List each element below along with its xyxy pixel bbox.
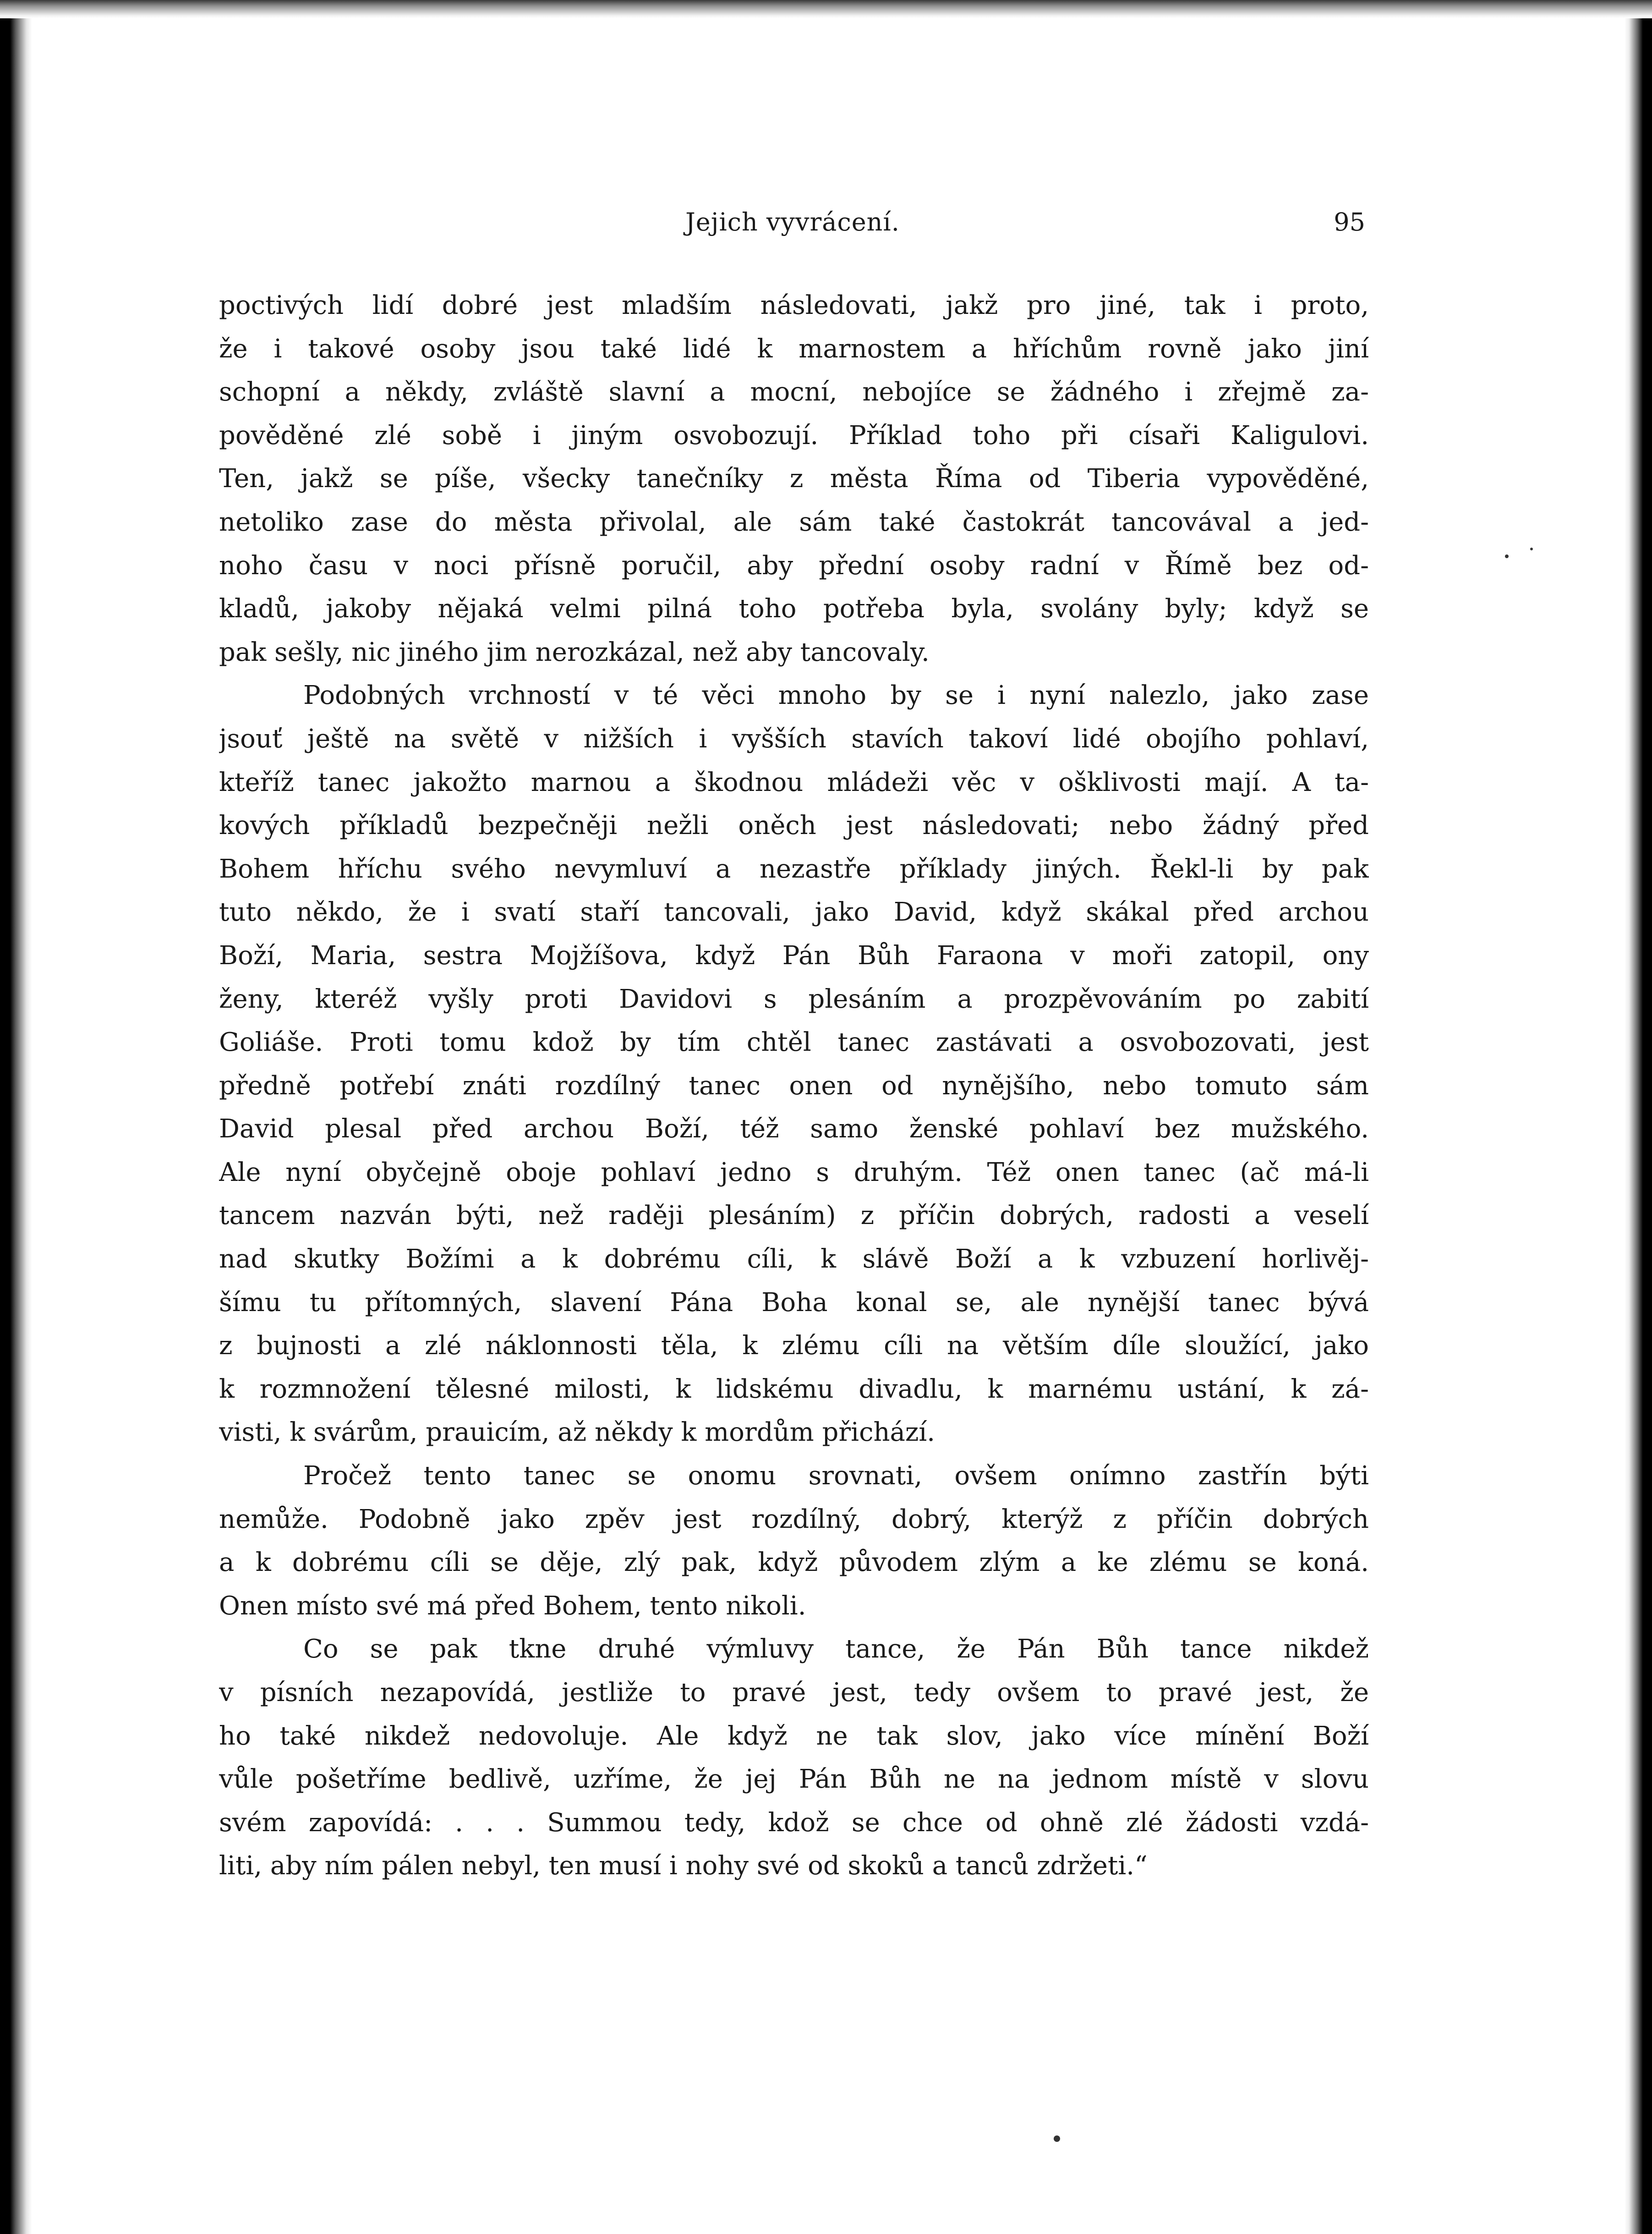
text-line: v písních nezapovídá, jestliže to pravé jest, tedy ovšem to pravé jest, že [219,1678,1369,1707]
text-line: kových příkladů bezpečněji nežli oněch jest následovati; nebo žádný před [219,811,1369,841]
text-line: ženy, kteréž vyšly proti Davidovi s plesáním a prozpěvováním po zabití [219,984,1369,1014]
text-line: tancem nazván býti, než raději plesáním) z příčin dobrých, radosti a veselí [219,1201,1369,1231]
text-line: a k dobrému cíli se děje, zlý pak, když původem zlým a ke zlému se koná. [219,1548,1369,1578]
text-line: Pročež tento tanec se onomu srovnati, ovšem onímno zastřín býti [303,1461,1369,1491]
text-line: David plesal před archou Boží, též samo ženské pohlaví bez mužského. [219,1114,1369,1144]
text-line: liti, aby ním pálen nebyl, ten musí i nohy své od skoků a tanců zdržeti.“ [219,1851,1148,1881]
text-line: visti, k svárům, prauicím, až někdy k mordům přichází. [219,1417,935,1448]
text-line: svém zapovídá: . . . Summou tedy, kdož se chce od ohně zlé žádosti vzdá- [219,1807,1369,1838]
text-line: schopní a někdy, zvláště slavní a mocní, nebojíce se žádného i zřejmě za- [219,377,1369,407]
running-title: Jejich vyvrácení. [685,208,900,236]
text-line: Co se pak tkne druhé výmluvy tance, že Pán Bůh tance nikdež [303,1634,1369,1664]
scan-speck [1530,548,1533,550]
scan-edge-left [0,0,32,2234]
text-line: k rozmnožení tělesné milosti, k lidskému divadlu, k marnému ustání, k zá- [219,1374,1369,1404]
text-line: netoliko zase do města přivolal, ale sám také častokrát tancovával a jed- [219,507,1369,537]
text-line: Ale nyní obyčejně oboje pohlaví jedno s druhým. Též onen tanec (ač má-li [219,1157,1369,1187]
scan-edge-top [0,0,1652,18]
text-line: tuto někdo, že i svatí staří tancovali, jako David, když skákal před archou [219,897,1369,928]
text-line: Bohem hříchu svého nevymluví a nezastře příklady jiných. Řekl-li by pak [219,854,1369,884]
page-number: 95 [1334,208,1365,236]
text-line: noho času v noci přísně poručil, aby přední osoby radní v Římě bez od- [219,550,1369,581]
text-line: že i takové osoby jsou také lidé k marnostem a hříchům rovně jako jiní [219,334,1369,364]
text-line: Boží, Maria, sestra Mojžíšova, když Pán Bůh Faraona v moři zatopil, ony [219,940,1369,971]
text-line: z bujnosti a zlé náklonnosti těla, k zlému cíli na větším díle sloužící, jako [219,1331,1369,1361]
body-text [219,284,1369,1888]
text-line: ho také nikdež nedovoluje. Ale když ne tak slov, jako více mínění Boží [219,1721,1369,1751]
text-line: nemůže. Podobně jako zpěv jest rozdílný, dobrý, kterýž z příčin dobrých [219,1504,1369,1534]
page-header [220,202,1365,243]
text-line: nad skutky Božími a k dobrému cíli, k slávě Boží a k vzbuzení horlivěj- [219,1244,1369,1274]
text-line: vůle pošetříme bedlivě, uzříme, že jej Pán Bůh ne na jednom místě v slovu [219,1764,1369,1795]
text-line: kteříž tanec jakožto marnou a škodnou mládeži věc v ošklivosti mají. A ta- [219,767,1369,797]
text-line: Onen místo své má před Bohem, tento nikoli. [219,1591,806,1621]
text-line: šímu tu přítomných, slavení Pána Boha konal se, ale nynější tanec bývá [219,1287,1369,1317]
text-line: jsouť ještě na světě v nižších i vyšších stavích takoví lidé obojího pohlaví, [219,724,1369,754]
text-line: Goliáše. Proti tomu kdož by tím chtěl tanec zastávati a osvobozovati, jest [219,1027,1369,1058]
text-line: Podobných vrchností v té věci mnoho by se i nyní nalezlo, jako zase [303,681,1369,711]
scan-speck [1505,554,1509,558]
text-line: předně potřebí znáti rozdílný tanec onen od nynějšího, nebo tomuto sám [219,1070,1369,1101]
text-line: kladů, jakoby nějaká velmi pilná toho potřeba byla, svolány byly; když se [219,594,1369,624]
scan-edge-right [1625,0,1652,2234]
text-line: Ten, jakž se píše, všecky tanečníky z města Říma od Tiberia vypověděné, [219,464,1369,494]
text-line: poctivých lidí dobré jest mladším následovati, jakž pro jiné, tak i proto, [219,291,1369,320]
text-line: pak sešly, nic jiného jim nerozkázal, než aby tancovaly. [219,637,930,667]
text-line: pověděné zlé sobě i jiným osvobozují. Příklad toho při císaři Kaligulovi. [219,420,1369,450]
scan-speck [1054,2135,1060,2142]
